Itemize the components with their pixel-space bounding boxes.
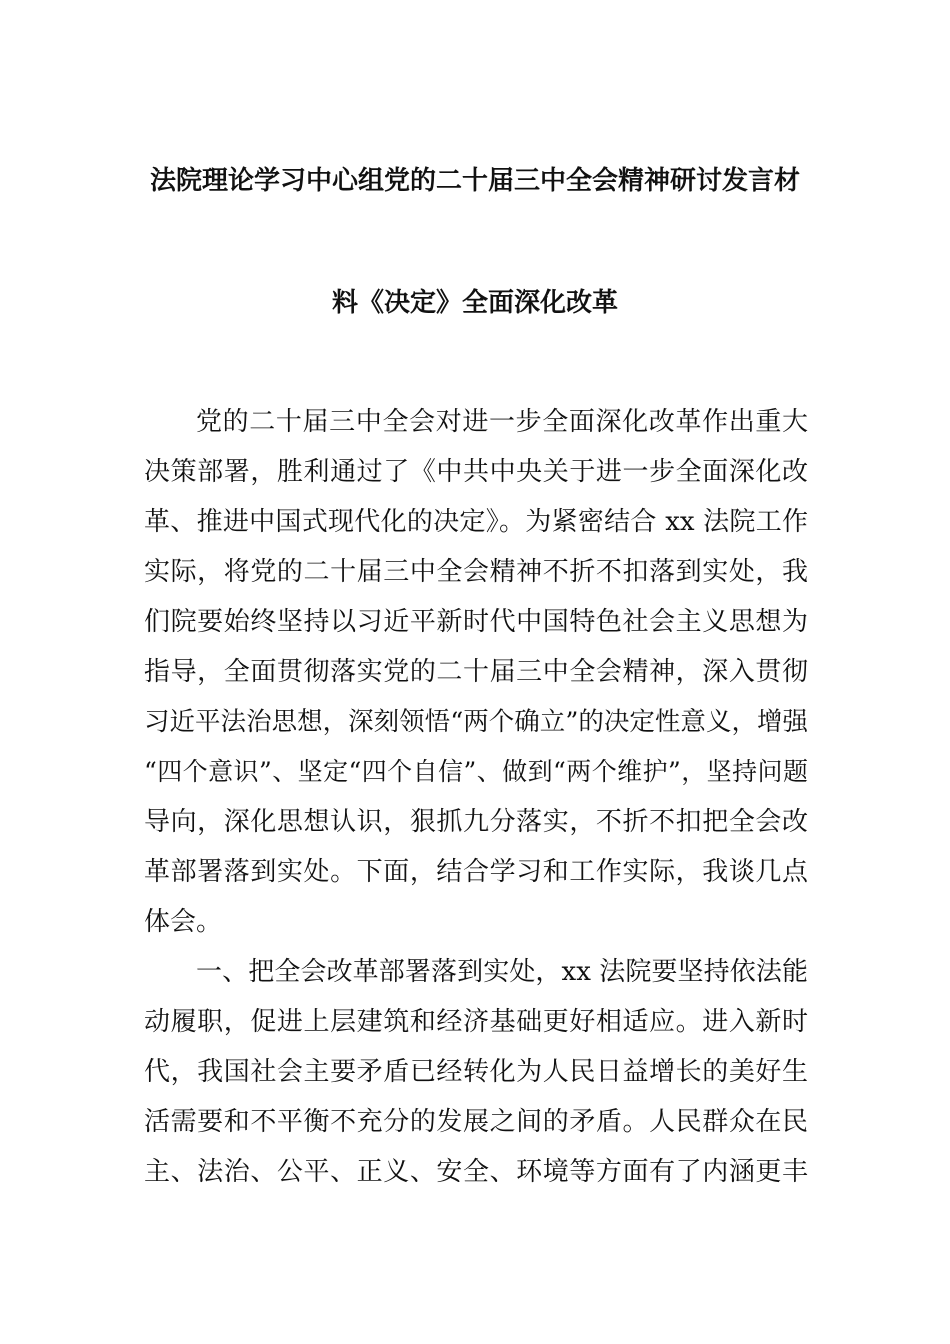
paragraph-1-line-10: 革部署落到实处。下面，结合学习和工作实际，我谈几点	[144, 857, 808, 887]
paragraph-2-line-2: 动履职，促进上层建筑和经济基础更好相适应。进入新时	[144, 1007, 808, 1037]
paragraph-2-line-4: 活需要和不平衡不充分的发展之间的矛盾。人民群众在民	[144, 1107, 808, 1137]
paragraph-1-line-11: 体会。	[144, 907, 223, 937]
paragraph-1-line-5: 们院要始终坚持以习近平新时代中国特色社会主义思想为	[144, 607, 808, 637]
paragraph-1-line-8: “四个意识”、坚定“四个自信”、做到“两个维护”，坚持问题	[144, 757, 808, 786]
paragraph-1-line-9: 导向，深化思想认识，狠抓九分落实，不折不扣把全会改	[144, 807, 808, 837]
document-title-line-2: 料《决定》全面深化改革	[331, 288, 618, 318]
paragraph-1-line-3: 革、推进中国式现代化的决定》。为紧密结合 xx 法院工作	[144, 507, 808, 537]
paragraph-2-line-5: 主、法治、公平、正义、安全、环境等方面有了内涵更丰	[144, 1157, 808, 1187]
paragraph-1-line-6: 指导，全面贯彻落实党的二十届三中全会精神，深入贯彻	[144, 657, 808, 687]
paragraph-2-line-1: 一、把全会改革部署落到实处，xx 法院要坚持依法能	[196, 957, 808, 987]
document-title-line-1: 法院理论学习中心组党的二十届三中全会精神研讨发言材	[149, 166, 800, 196]
paragraph-2-line-3: 代，我国社会主要矛盾已经转化为人民日益增长的美好生	[144, 1057, 808, 1087]
paragraph-1-line-1: 党的二十届三中全会对进一步全面深化改革作出重大	[196, 407, 808, 437]
paragraph-1-line-2: 决策部署，胜利通过了《中共中央关于进一步全面深化改	[144, 457, 808, 487]
paragraph-1-line-7: 习近平法治思想，深刻领悟“两个确立”的决定性意义，增强	[144, 707, 808, 737]
paragraph-1-line-4: 实际，将党的二十届三中全会精神不折不扣落到实处，我	[144, 557, 808, 587]
